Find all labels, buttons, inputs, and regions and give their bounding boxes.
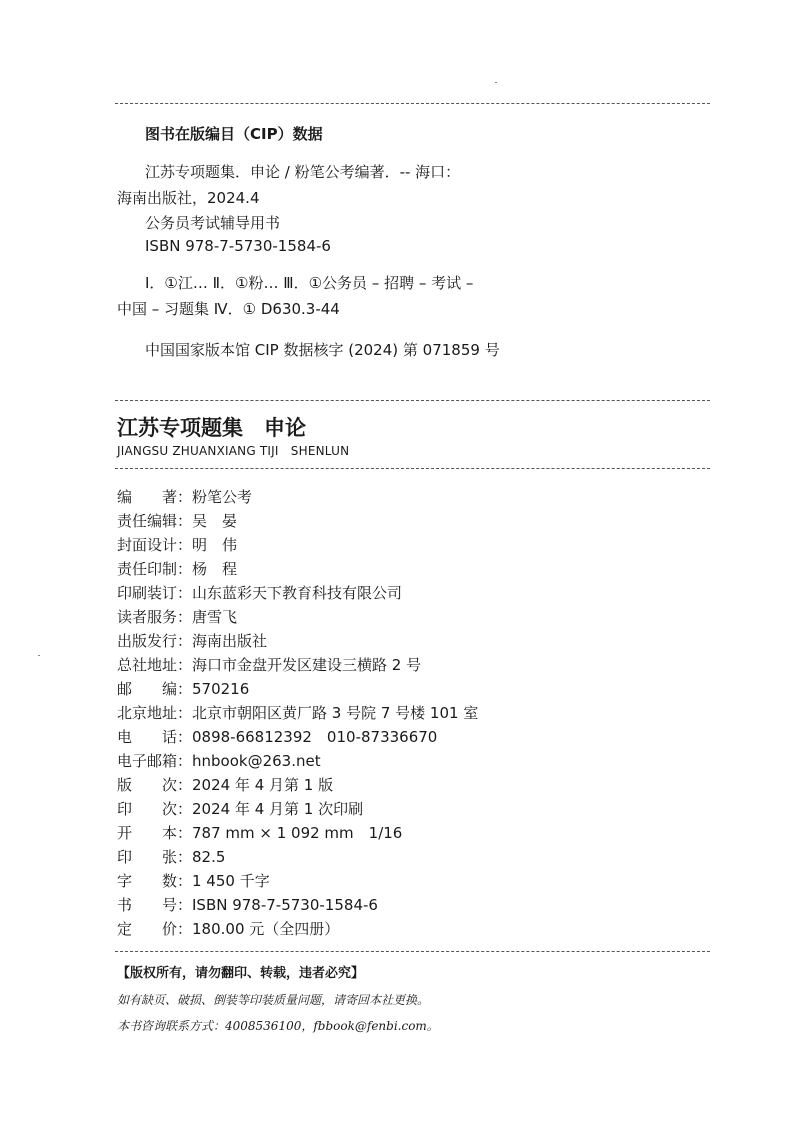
credit-value: 粉笔公考: [192, 488, 253, 506]
credit-label: 总社地址：: [117, 656, 193, 674]
cip-line-classification: Ⅰ．①江… Ⅱ．①粉… Ⅲ．①公务员 – 招聘 – 考试 –: [145, 274, 474, 292]
credit-row: [117, 894, 378, 916]
credit-label: 版 次：: [117, 776, 193, 794]
credit-row: [117, 870, 270, 892]
cip-line-isbn: ISBN 978-7-5730-1584-6: [145, 237, 331, 255]
cip-heading: 图书在版编目（CIP）数据: [145, 125, 323, 143]
credit-row: [117, 486, 252, 508]
credit-value: 北京市朝阳区黄厂路 3 号院 7 号楼 101 室: [192, 704, 479, 722]
credit-value: hnbook@263.net: [192, 752, 321, 770]
top-divider: [115, 103, 710, 104]
credit-row: [117, 798, 363, 820]
credit-label: 编 著：: [117, 488, 193, 506]
credit-label: 印 次：: [117, 800, 193, 818]
credit-value: 杨 程: [192, 560, 238, 578]
credit-value: 1 450 千字: [192, 872, 270, 890]
credit-value: 82.5: [192, 848, 226, 866]
quality-note: 如有缺页、破损、倒装等印装质量问题，请寄回本社更换。: [117, 993, 430, 1007]
credit-label: 北京地址：: [117, 704, 193, 722]
credit-row: [117, 846, 225, 868]
title-divider: [115, 468, 710, 469]
credit-row: [117, 702, 478, 724]
credit-row: [117, 582, 402, 604]
credit-value: 海口市金盘开发区建设三横路 2 号: [192, 656, 422, 674]
contact-note: 本书咨询联系方式：4008536100，fbbook@fenbi.com。: [117, 1019, 439, 1033]
credit-label: 电子邮箱：: [117, 752, 193, 770]
credit-value: 2024 年 4 月第 1 版: [192, 776, 334, 794]
cip-line-series: 公务员考试辅导用书: [145, 214, 281, 232]
credit-label: 责任印制：: [117, 560, 193, 578]
credit-row: [117, 822, 402, 844]
credit-row: [117, 630, 267, 652]
copyright-notice: 【版权所有，请勿翻印、转载，违者必究】: [117, 966, 365, 981]
credit-label: 印刷装订：: [117, 584, 193, 602]
scan-speck: [495, 82, 497, 83]
credit-label: 电 话：: [117, 728, 193, 746]
credit-row: [117, 606, 237, 628]
credit-row: [117, 774, 333, 796]
credit-value: 2024 年 4 月第 1 次印刷: [192, 800, 364, 818]
credit-row: [117, 654, 421, 676]
credit-row: [117, 534, 237, 556]
book-pinyin-title: JIANGSU ZHUANXIANG TIJI SHENLUN: [117, 444, 350, 458]
cip-line-classification-cont: 中国 – 习题集 Ⅳ．① D630.3-44: [117, 300, 340, 318]
credit-value: 唐雪飞: [192, 608, 238, 626]
credit-label: 出版发行：: [117, 632, 193, 650]
credit-row: [117, 678, 249, 700]
cip-divider: [115, 400, 710, 401]
credit-value: 787 mm × 1 092 mm 1/16: [192, 824, 403, 842]
credit-row: [117, 510, 237, 532]
credit-row: [117, 726, 437, 748]
cip-line-data-number: 中国国家版本馆 CIP 数据核字 (2024) 第 071859 号: [145, 341, 500, 359]
credit-value: 海南出版社: [192, 632, 268, 650]
cip-line-publisher: 海南出版社，2024.4: [117, 189, 260, 207]
scan-speck: [38, 655, 40, 656]
credit-row: [117, 750, 321, 772]
credit-label: 邮 编：: [117, 680, 193, 698]
credit-value: ISBN 978-7-5730-1584-6: [192, 896, 378, 914]
credit-value: 明 伟: [192, 536, 238, 554]
credit-row: [117, 558, 237, 580]
credit-row: [117, 918, 339, 940]
book-title: 江苏专项题集 申论: [117, 415, 306, 440]
credit-label: 定 价：: [117, 920, 193, 938]
credit-label: 印 张：: [117, 848, 193, 866]
credit-value: 吴 晏: [192, 512, 238, 530]
credit-value: 570216: [192, 680, 250, 698]
credit-label: 字 数：: [117, 872, 193, 890]
credit-label: 责任编辑：: [117, 512, 193, 530]
credit-label: 开 本：: [117, 824, 193, 842]
credits-divider: [115, 951, 710, 952]
credit-value: 0898-66812392 010-87336670: [192, 728, 438, 746]
credit-label: 读者服务：: [117, 608, 193, 626]
credit-value: 山东蓝彩天下教育科技有限公司: [192, 584, 403, 602]
cip-line-title-author: 江苏专项题集．申论 / 粉笔公考编著．-- 海口：: [145, 163, 461, 181]
credit-label: 书 号：: [117, 896, 193, 914]
credit-label: 封面设计：: [117, 536, 193, 554]
credit-value: 180.00 元（全四册）: [192, 920, 340, 938]
